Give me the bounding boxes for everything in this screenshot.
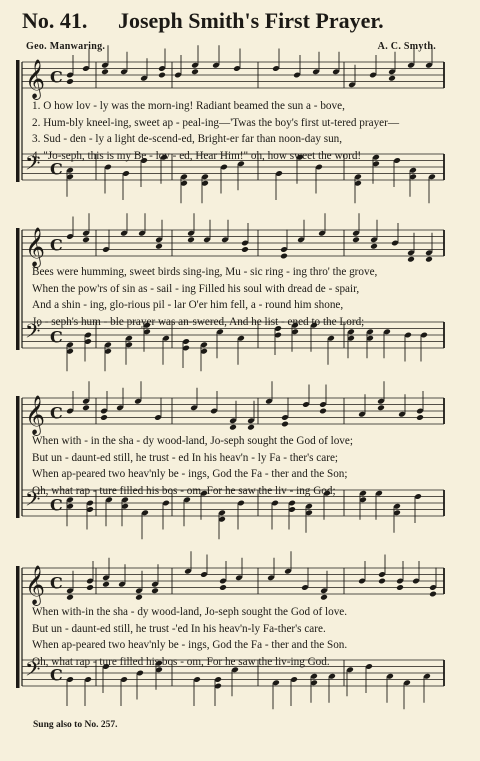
note-head xyxy=(378,578,386,585)
note-head xyxy=(86,584,94,591)
system-brace xyxy=(16,566,20,688)
lyric-verse-1: When with - in the sha - dy wood-land, Jo-seph sought the God of love; xyxy=(32,435,353,447)
bass-clef-icon: 𝄢 xyxy=(25,151,41,180)
treble-clef-icon: 𝄞 xyxy=(25,565,46,605)
lyric-verse-2: When the pow'rs of sin as - sail - ing Filled his soul with dread de - spair, xyxy=(32,282,360,295)
lyrics-system-4 xyxy=(32,604,442,670)
bass-clef-icon: 𝄢 xyxy=(25,487,41,516)
bass-clef-icon: 𝄢 xyxy=(25,657,41,686)
lyric-verse-1: When with-in the sha - dy wood-land, Jo-seph sought the God of love. xyxy=(32,606,348,618)
treble-clef-icon: 𝄞 xyxy=(25,395,46,435)
composer-credit: A. C. Smyth. xyxy=(377,41,436,52)
time-signature-icon: C xyxy=(50,235,63,255)
time-signature-icon: C xyxy=(50,573,63,593)
time-signature-icon: C xyxy=(50,403,63,423)
footer-note: Sung also to No. 257. xyxy=(33,720,118,730)
time-signature-icon: C xyxy=(50,665,63,685)
note-head xyxy=(396,584,404,591)
lyric-verse-1: Bees were humming, sweet birds sing-ing, Mu - sic ring - ing thro' the grove, xyxy=(32,266,378,278)
bass-clef-icon: 𝄢 xyxy=(25,319,41,348)
note-head xyxy=(151,587,159,594)
note-head xyxy=(66,594,74,601)
treble-clef-icon: 𝄞 xyxy=(25,59,46,99)
lyric-verse-3: 3. Sud - den - ly a light de-scend-ed, Bright-er far than noon-day sun, xyxy=(32,133,343,145)
hymn-number: No. 41. xyxy=(22,8,88,33)
time-signature-icon: C xyxy=(50,327,63,347)
lyric-verse-3: And a shin - ing, glo-rious pil - lar O'er him fell, a - round him shone, xyxy=(32,299,344,311)
treble-staff xyxy=(22,551,444,606)
lyric-verse-3: When ap-peared two heav'nly be - ings, God the Fa - ther and the Son. xyxy=(32,639,348,651)
time-signature-icon: C xyxy=(50,159,63,179)
note-head xyxy=(320,594,328,601)
note-head xyxy=(135,594,143,601)
note-head xyxy=(102,581,110,588)
hymn-title: Joseph Smith's First Prayer. xyxy=(118,8,384,33)
lyric-verse-4: 4. "Jo-seph, this is my Be - lov - ed, Hear Him!" oh, how sweet the word! xyxy=(32,149,362,162)
lyricist-credit: Geo. Manwaring. xyxy=(26,41,106,52)
treble-clef-icon: 𝄞 xyxy=(25,227,46,267)
lyric-verse-4: Oh, what rap - ture filled his bos - om, For he saw the liv - ing God; xyxy=(32,484,336,497)
note-head xyxy=(429,591,437,598)
note-head xyxy=(219,584,227,591)
lyric-verse-2: 2. Hum-bly kneel-ing, sweet ap - peal-ing—'Twas the boy's first ut-tered prayer— xyxy=(32,116,400,129)
lyric-verse-4: Jo - seph's hum - ble prayer was an-swered, And he list - ened to the Lord; xyxy=(32,315,365,328)
lyric-verse-1: 1. O how lov - ly was the morn-ing! Radiant beamed the sun a - bove, xyxy=(32,100,345,112)
time-signature-icon: C xyxy=(50,67,63,87)
lyric-verse-2: But un - daunt-ed still, he trust - ed In his heav'n - ly Fa - ther's care; xyxy=(32,451,339,464)
lyric-verse-3: When ap-peared two heav'nly be - ings, God the Fa - ther and the Son; xyxy=(32,468,348,480)
lyric-verse-2: But un - daunt-ed still, he trust -'ed In his heav'n-ly Fa-ther's care. xyxy=(32,622,326,635)
lyric-verse-4: Oh, what rap - ture filled his bos - om, For he saw the liv-ing God. xyxy=(32,655,330,668)
time-signature-icon: C xyxy=(50,495,63,515)
